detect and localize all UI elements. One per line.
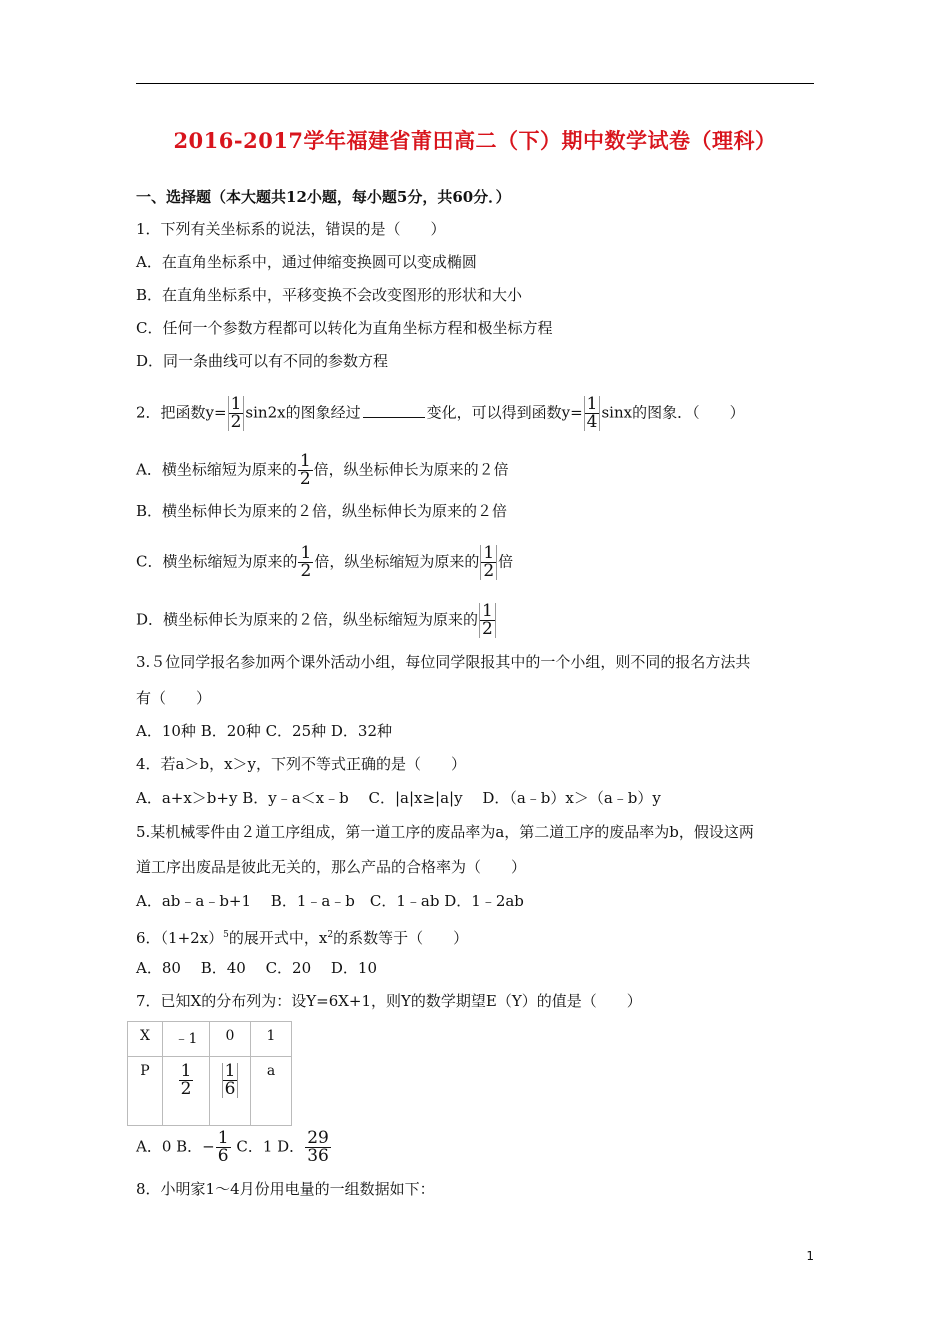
question-4: 4．若a＞b，x＞y，下列不等式正确的是（ ） bbox=[136, 755, 467, 773]
q6-text-1: 6．（1+2x） bbox=[136, 929, 224, 947]
fraction-denominator: 2 bbox=[180, 1079, 192, 1099]
fraction-denominator: 6 bbox=[217, 1146, 229, 1166]
q2-text-2: sin2x的图象经过 bbox=[245, 403, 361, 422]
table-cell: ﹣1 bbox=[163, 1022, 210, 1057]
fraction-numerator: 1 bbox=[482, 601, 493, 621]
q2-option-c-text-3: 倍 bbox=[498, 552, 514, 571]
fraction-numerator: 29 bbox=[307, 1128, 329, 1148]
question-6 bbox=[136, 925, 468, 948]
minus-sign: − bbox=[202, 1137, 215, 1156]
question-7: 7．已知X的分布列为：设Y=6X+1，则Y的数学期望E（Y）的值是（ ） bbox=[136, 992, 642, 1010]
q2-text-4: sinx的图象．（ ） bbox=[601, 403, 745, 422]
fraction bbox=[479, 603, 496, 638]
table-cell: a bbox=[251, 1057, 292, 1126]
q2-text-3: 变化，可以得到函数y= bbox=[426, 403, 583, 422]
fraction bbox=[228, 396, 245, 431]
fraction-numerator: 1 bbox=[230, 394, 242, 414]
fraction-numerator: 1 bbox=[217, 1128, 229, 1148]
fraction bbox=[305, 1130, 331, 1165]
q2-option-b: B．横坐标伸长为原来的２倍，纵坐标伸长为原来的２倍 bbox=[136, 502, 508, 520]
fraction bbox=[584, 396, 601, 431]
fraction bbox=[298, 545, 313, 580]
table-row bbox=[128, 1022, 292, 1057]
q6-options: A．80 B．40 C．20 D．10 bbox=[136, 959, 378, 977]
question-3: 3.５位同学报名参加两个课外活动小组，每位同学限报其中的一个小组，则不同的报名方法共 bbox=[136, 653, 751, 671]
exponent: 2 bbox=[327, 930, 334, 940]
fraction-numerator: 1 bbox=[483, 543, 495, 563]
q1-option-a: A．在直角坐标系中，通过伸缩变换圆可以变成椭圆 bbox=[136, 253, 477, 271]
q1-option-b: B．在直角坐标系中，平移变换不会改变图形的形状和大小 bbox=[136, 286, 523, 304]
fraction-denominator: 36 bbox=[307, 1146, 329, 1166]
q7-option-text: A．0 B． bbox=[136, 1137, 203, 1156]
q5-options: A．ab﹣a﹣b+1 B．1﹣a﹣b C．1﹣ab D．1﹣2ab bbox=[136, 892, 524, 910]
table-cell: X bbox=[128, 1022, 163, 1057]
fraction bbox=[298, 453, 313, 488]
fraction bbox=[480, 545, 497, 580]
question-5-cont: 道工序出废品是彼此无关的，那么产品的合格率为（ ） bbox=[136, 858, 527, 876]
fraction-denominator: 2 bbox=[482, 619, 493, 639]
fraction-denominator: 2 bbox=[230, 412, 242, 432]
question-2 bbox=[136, 396, 745, 431]
fraction-numerator: 1 bbox=[300, 543, 312, 563]
page-number: 1 bbox=[806, 1249, 814, 1263]
table-cell: 1 bbox=[251, 1022, 292, 1057]
q1-option-d: D．同一条曲线可以有不同的参数方程 bbox=[136, 352, 389, 370]
answer-blank bbox=[363, 403, 425, 418]
q7-options bbox=[136, 1130, 332, 1165]
q6-text-2: 的展开式中，x bbox=[228, 929, 328, 947]
q2-option-a-text: A．横坐标缩短为原来的 bbox=[136, 460, 297, 479]
q1-option-c: C．任何一个参数方程都可以转化为直角坐标方程和极坐标方程 bbox=[136, 319, 553, 337]
question-5: 5.某机械零件由２道工序组成，第一道工序的废品率为a，第二道工序的废品率为b，假设这两 bbox=[136, 823, 754, 841]
q2-option-c-text: C．横坐标缩短为原来的 bbox=[136, 552, 298, 571]
table-cell: P bbox=[128, 1057, 163, 1126]
fraction bbox=[222, 1063, 239, 1098]
section-heading: 一、选择题（本大题共12小题，每小题5分，共60分．） bbox=[136, 188, 511, 206]
fraction-denominator: 2 bbox=[299, 469, 311, 489]
distribution-table bbox=[127, 1021, 292, 1126]
fraction-denominator: 6 bbox=[224, 1079, 236, 1099]
fraction-numerator: 1 bbox=[299, 451, 311, 471]
q6-text-3: 的系数等于（ ） bbox=[333, 929, 469, 947]
table-cell bbox=[163, 1057, 210, 1126]
question-1: 1．下列有关坐标系的说法，错误的是（ ） bbox=[136, 220, 446, 238]
q2-option-d-text: D．横坐标伸长为原来的２倍，纵坐标缩短为原来的 bbox=[136, 610, 479, 629]
table-cell bbox=[210, 1057, 251, 1126]
table-cell: 0 bbox=[210, 1022, 251, 1057]
q2-option-a-text-2: 倍，纵坐标伸长为原来的２倍 bbox=[313, 460, 509, 479]
q2-text-1: 2．把函数y= bbox=[136, 403, 227, 422]
question-8: 8．小明家1～4月份用电量的一组数据如下： bbox=[136, 1180, 435, 1198]
fraction-numerator: 1 bbox=[224, 1061, 236, 1081]
q3-options: A．10种 B．20种 C．25种 D．32种 bbox=[136, 722, 393, 740]
table-row bbox=[128, 1057, 292, 1126]
fraction-denominator: 4 bbox=[586, 412, 598, 432]
fraction-denominator: 2 bbox=[483, 561, 495, 581]
fraction bbox=[179, 1063, 194, 1098]
q7-option-text-2: C．1 D． bbox=[236, 1137, 305, 1156]
q2-option-c bbox=[136, 545, 513, 580]
fraction-numerator: 1 bbox=[586, 394, 598, 414]
fraction bbox=[216, 1130, 231, 1165]
q2-option-a bbox=[136, 453, 509, 488]
exponent: 5 bbox=[223, 930, 229, 940]
fraction-denominator: 2 bbox=[300, 561, 312, 581]
page-title: 2016-2017学年福建省莆田高二（下）期中数学试卷（理科） bbox=[173, 128, 777, 153]
q2-option-d bbox=[136, 603, 497, 638]
q4-options: A．a+x＞b+y B．y﹣a＜x﹣b C．|a|x≥|a|y D．（a﹣b）x＞（a﹣b）y bbox=[136, 789, 661, 807]
q2-option-c-text-2: 倍，纵坐标缩短为原来的 bbox=[314, 552, 480, 571]
fraction-numerator: 1 bbox=[180, 1061, 192, 1081]
question-3-cont: 有（ ） bbox=[136, 689, 212, 707]
header-rule bbox=[136, 83, 814, 84]
